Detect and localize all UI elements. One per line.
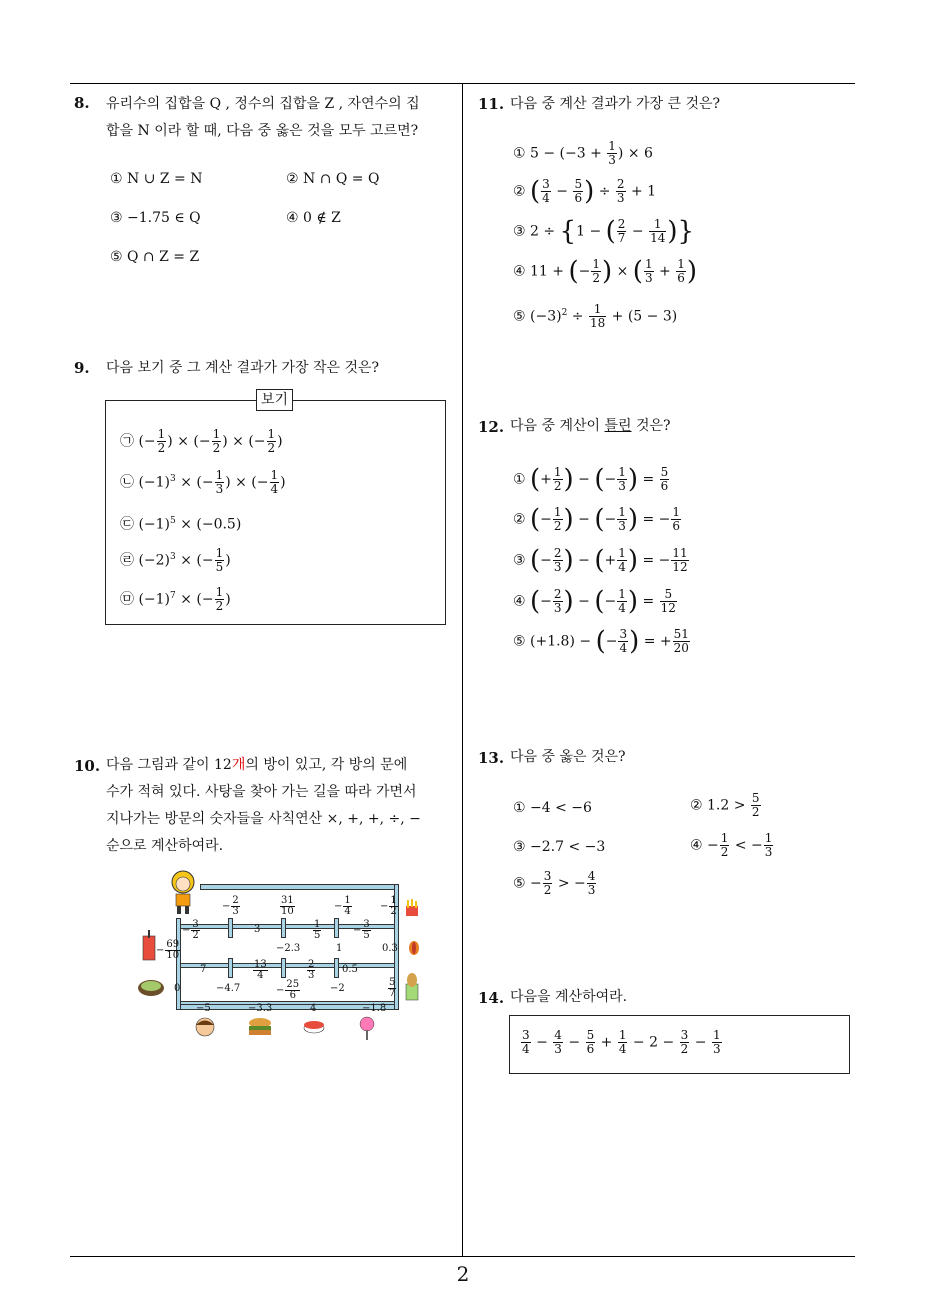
q11-option-2: ② ( $\frac{3}{4}$ − $\frac{5}{6}$ ) ÷ $\frac{2}{3}$ + 1 [513, 176, 657, 207]
q9-item-c: ㉢ $(-1)^5 \times (-0.5)$ [120, 516, 242, 533]
maze-value: −1.8 [362, 1003, 387, 1014]
q11-option-3: ③ 2 ÷ {1 − ( $\frac{2}{7}$ − $\frac{1}{14}$ )} [513, 216, 695, 247]
q14-number: 14. [478, 989, 505, 1007]
q13-option-5: ⑤ − $\frac{3}{2}$ > − $\frac{4}{3}$ [513, 869, 596, 897]
maze-value: 0.3 [382, 943, 398, 954]
q12-option-1: ① (+ $\frac{1}{2}$ ) − (− $\frac{1}{3}$ ) = $\frac{5}{6}$ [513, 464, 669, 495]
q8-option-2: ② N ∩ Q = Q [286, 171, 380, 187]
q9-text: 다음 보기 중 그 계산 결과가 가장 작은 것은? [106, 360, 380, 376]
maze-value: 0 [174, 983, 181, 994]
q13-option-2: ② 1.2 > $\frac{5}{2}$ [690, 791, 760, 819]
maze-value: −5 [196, 1003, 211, 1014]
q8-option-4: ④ 0 ∉ Z [286, 210, 341, 226]
q8-text-line1: 유리수의 집합을 Q , 정수의 집합을 Z , 자연수의 집 [106, 96, 420, 112]
q9-item-b: ㉡ $(-1)^3$ × (− $\frac{1}{3}$ ) × (− $\frac{1}{4}$ ) [120, 468, 286, 497]
page-number: 2 [456, 1262, 470, 1286]
maze-value: 1 [336, 943, 343, 954]
sushi-icon [302, 1018, 326, 1034]
maze-value: 4 [310, 1003, 317, 1014]
q12-option-2: ② (− $\frac{1}{2}$ ) − (− $\frac{1}{3}$ ) = − $\frac{1}{6}$ [513, 504, 681, 535]
q9-item-d: ㉣ $(-2)^3$ × (− $\frac{1}{5}$ ) [120, 546, 231, 575]
soda-cup-icon [140, 930, 158, 962]
maze-value: 3 [254, 924, 261, 935]
maze-value: 0.5 [342, 964, 358, 975]
q8-option-3: ③ −1.75 ∈ Q [110, 210, 201, 226]
column-divider [462, 83, 463, 1257]
q14-expression: $\frac{3}{4}$ − $\frac{4}{3}$ − $\frac{5}{6}$ + $\frac{1}{4}$ − 2 − $\frac{3}{2}$ − $\frac{1}{3}$ [522, 1028, 721, 1056]
q10-number: 10. [74, 757, 101, 775]
q8-option-5: ⑤ Q ∩ Z = Z [110, 249, 200, 265]
q13-text: 다음 중 옳은 것은? [510, 749, 626, 765]
maze-figure: − $\frac{2}{3}$ $\frac{31}{10}$ − $\frac{1}{4}$ − $\frac{1}{2}$ − $\frac{3}{2}$ $\frac{1}{5}$ − $\frac{3}{5}$ − $\frac{69}{10}$ $\frac{13}{4}$ $\frac{2}{3}$ − $\frac{25}{6}$ $\frac{5}{7}$ 0.3 1 3 −2.3 7 0.5 −4.7 −2 0 −5 −3.3 4 −1.8 [136, 868, 436, 1040]
q11-option-5: ⑤ $(-3)^2$ ÷ $\frac{1}{18}$ + (5 − 3) [513, 302, 678, 331]
bread-icon [402, 972, 422, 1002]
maze-value: −2.3 [276, 943, 301, 954]
q8-number: 8. [74, 94, 90, 112]
q13-number: 13. [478, 749, 505, 767]
fries-icon [402, 898, 422, 918]
q11-option-1: ① 5 − (−3 + $\frac{1}{3}$ ) × 6 [513, 139, 653, 167]
girl-character-icon [168, 868, 198, 916]
q10-text: 다음 그림과 같이 12개의 방이 있고, 각 방의 문에 수가 적혀 있다. 사탕을 찾아 가는 길을 따라 가면서 지나가는 방문의 숫자들을 사칙연산 ×, +, +, ÷, − 순으로 계산하여라. [106, 757, 421, 854]
q14-text: 다음을 계산하여라. [510, 989, 628, 1005]
maze-value: −3.3 [248, 1003, 273, 1014]
q9-item-a: ㉠ (− $\frac{1}{2}$ ) × (− $\frac{1}{2}$ ) × (− $\frac{1}{2}$ ) [120, 427, 283, 455]
q11-text: 다음 중 계산 결과가 가장 큰 것은? [510, 96, 721, 112]
q8-text-line2: 합을 N 이라 할 때, 다음 중 옳은 것을 모두 고르면? [106, 123, 419, 139]
q13-option-1: ① −4 < −6 [513, 800, 592, 816]
q12-option-5: ⑤ (+1.8) − (− $\frac{3}{4}$ ) = + $\frac{51}{20}$ [513, 626, 689, 657]
bottom-rule [70, 1256, 855, 1257]
q9-item-e: ㉤ $(-1)^7$ × (− $\frac{1}{2}$ ) [120, 585, 231, 614]
q8-option-1: ① N ∪ Z = N [110, 171, 203, 187]
maze-value: 7 [200, 964, 207, 975]
hotdog-icon [404, 940, 424, 956]
lollipop-candy-icon [358, 1016, 376, 1040]
q12-text: 다음 중 계산이 틀린 것은? [510, 418, 671, 434]
hamburger-icon [248, 1018, 272, 1036]
q12-option-3: ③ (− $\frac{2}{3}$ ) − (+ $\frac{1}{4}$ ) = − $\frac{11}{12}$ [513, 545, 688, 576]
q12-option-4: ④ (− $\frac{2}{3}$ ) − (− $\frac{1}{4}$ ) = $\frac{5}{12}$ [513, 586, 676, 617]
q13-option-4: ④ − $\frac{1}{2}$ < − $\frac{1}{3}$ [690, 831, 773, 859]
kid-face-icon [194, 1016, 216, 1038]
q11-number: 11. [478, 95, 505, 113]
bogi-label: 보기 [256, 389, 293, 411]
noodle-bowl-icon [136, 978, 166, 998]
q11-option-4: ④ 11 + (− $\frac{1}{2}$ ) × ( $\frac{1}{3}$ + $\frac{1}{6}$ ) [513, 256, 698, 287]
q13-option-3: ③ −2.7 < −3 [513, 839, 606, 855]
maze-value: −4.7 [216, 983, 241, 994]
q9-number: 9. [74, 359, 90, 377]
q12-number: 12. [478, 418, 505, 436]
maze-value: −2 [330, 983, 345, 994]
